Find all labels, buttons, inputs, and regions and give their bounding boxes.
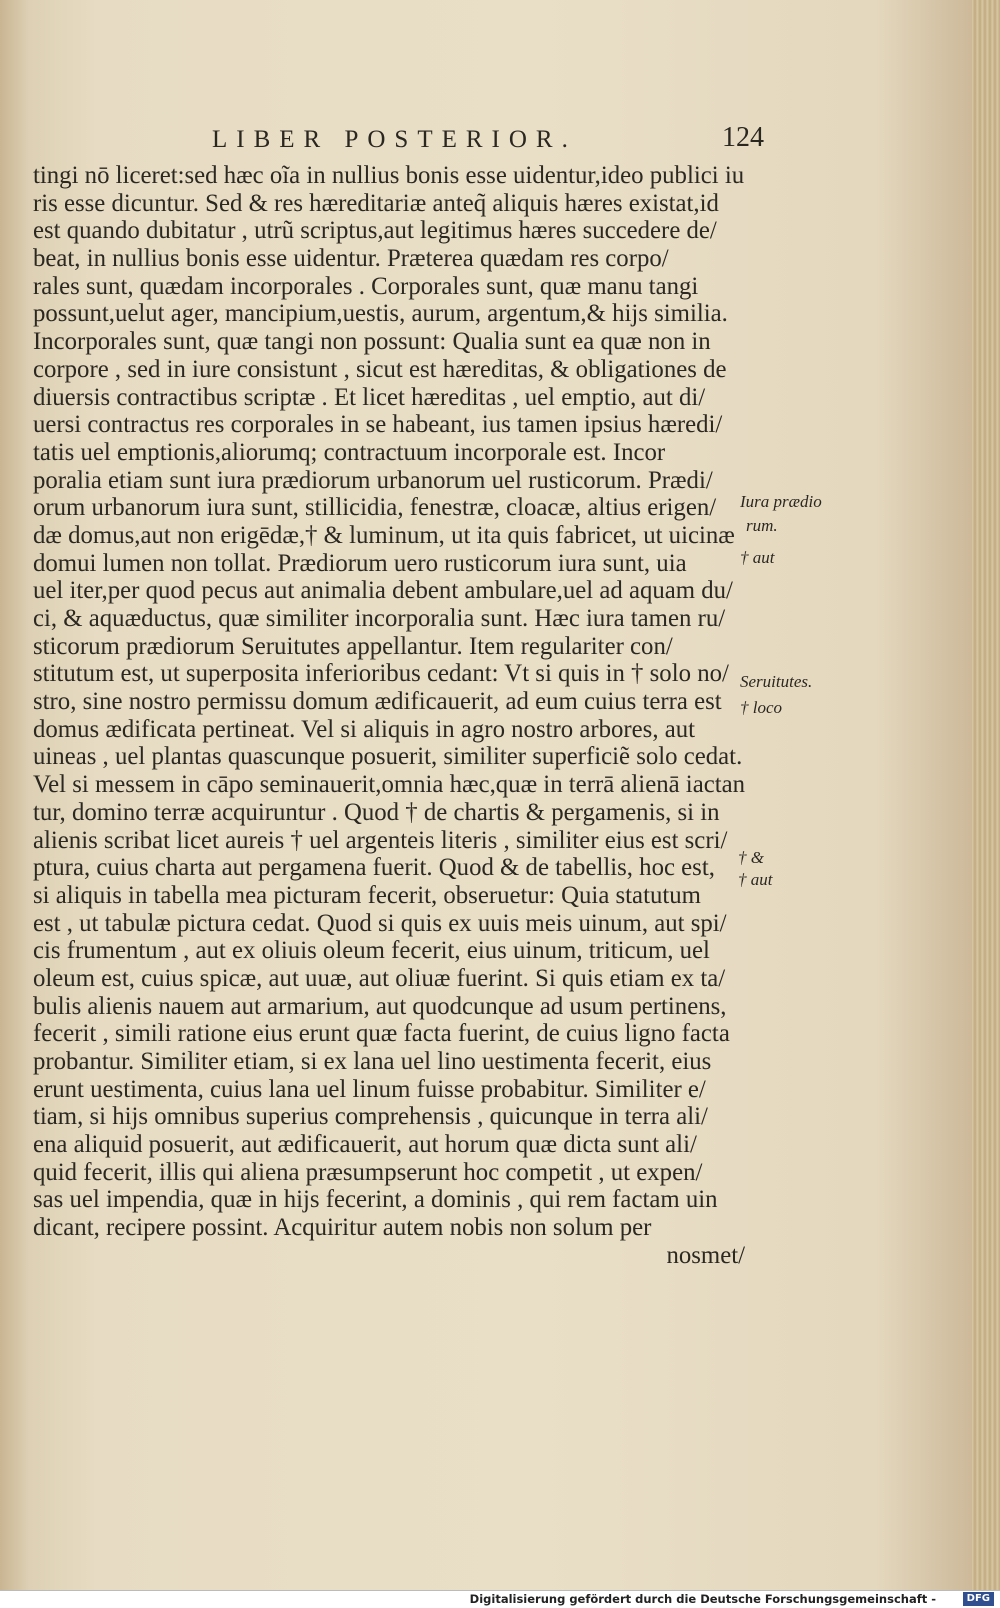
margin-note-taut: † aut [740, 548, 775, 567]
text-line: oleum est, cuius spicæ, aut uuæ, aut oliuæ fuerint. Si quis etiam ex ta/ [33, 964, 726, 992]
text-line: ris esse dicuntur. Sed & res hæreditariæ anteq̃ aliquis hæres existat,id [33, 189, 719, 217]
text-line: sticorum prædiorum Seruitutes appellantur. Item regulariter con/ [33, 632, 673, 660]
text-line: est quando dubitatur , utrũ scriptus,aut legitimus hæres succedere de/ [33, 217, 717, 245]
text-line: tatis uel emptionis,aliorumq; contractuum incorporale est. Incor [33, 438, 666, 466]
page-edge [972, 0, 1000, 1590]
text-line: alienis scribat licet aureis † uel argenteis literis , similiter eius est scri/ [33, 826, 728, 854]
folio-number: 124 [722, 122, 764, 153]
text-line: bulis alienis nauem aut armarium, aut quodcunque ad usum pertinens, [33, 992, 727, 1020]
footer-credit: Digitalisierung gefördert durch die Deutsche Forschungsgemeinschaft - [469, 1592, 936, 1606]
text-line: poralia etiam sunt iura prædiorum urbanorum uel rusticorum. Prædi/ [33, 466, 713, 494]
margin-note-aut: † aut [738, 870, 773, 889]
text-line: ptura, cuius charta aut pergamena fuerit. Quod & de tabellis, hoc est, [33, 854, 715, 882]
text-line: beat, in nullius bonis esse uidentur. Præterea quædam res corpo/ [33, 245, 669, 273]
margin-note-et: † & [738, 848, 764, 867]
text-line: uel iter,per quod pecus aut animalia debent ambulare,uel ad aquam du/ [33, 577, 733, 605]
text-line: quid fecerit, illis qui aliena præsumpserunt hoc competit , ut expen/ [33, 1158, 703, 1186]
text-line: erunt uestimenta, cuius lana uel linum fuisse probabitur. Similiter e/ [33, 1075, 706, 1103]
text-line: rales sunt, quædam incorporales . Corporales sunt, quæ manu tangi [33, 272, 699, 300]
running-header [0, 122, 972, 156]
text-line: stro, sine nostro permissu domum ædificauerit, ad eum cuius terra est [33, 688, 722, 716]
text-line: fecerit , simili ratione eius erunt quæ facta fuerint, de cuius ligno facta [33, 1020, 730, 1048]
text-line: probantur. Similiter etiam, si ex lana uel lino uestimenta fecerit, eius [33, 1048, 712, 1075]
text-line: stitutum est, ut superposita inferioribus cedant: Vt si quis in † solo no/ [33, 660, 729, 688]
main-text-block [33, 162, 745, 1270]
margin-note-seruitutes: Seruitutes. [740, 672, 813, 691]
text-line: tingi nō liceret:sed hæc oĩa in nullius bonis esse uidentur,ideo publici iu [33, 162, 745, 189]
text-line: corpore , sed in iure consistunt , sicut est hæreditas, & obligationes de [33, 355, 727, 383]
text-line: uersi contractus res corporales in se habeant, ius tamen ipsius hæredi/ [33, 411, 723, 439]
margin-note-loco: † loco [740, 698, 783, 717]
text-line: est , ut tabulæ pictura cedat. Quod si quis ex uuis meis uinum, aut spi/ [33, 909, 727, 937]
text-line: ena aliquid posuerit, aut ædificauerit, aut horum quæ dicta sunt ali/ [33, 1131, 697, 1159]
text-line: Incorporales sunt, quæ tangi non possunt: Qualia sunt ea quæ non in [33, 328, 711, 356]
margin-note-rum: rum. [746, 516, 778, 535]
text-line: ci, & aquæductus, quæ similiter incorporalia sunt. Hæc iura tamen ru/ [33, 605, 726, 632]
text-line: sas uel impendia, quæ in hijs fecerint, a dominis , qui rem factam uin [33, 1186, 718, 1214]
text-line: uineas , uel plantas quascunque posuerit, similiter superficiẽ solo cedat. [33, 743, 743, 771]
text-line: dicant, recipere possint. Acquiritur autem nobis non solum per [33, 1214, 652, 1242]
dfg-logo: DFG [963, 1592, 994, 1606]
running-title: LIBER POSTERIOR. [212, 126, 577, 153]
text-line: possunt,uelut ager, mancipium,uestis, aurum, argentum,& hijs similia. [33, 300, 728, 328]
text-line: dæ domus,aut non erigēdæ,† & luminum, ut ita quis fabricet, ut uicinæ [33, 521, 735, 549]
text-line: cis frumentum , aut ex oliuis oleum fecerit, eius uinum, triticum, uel [33, 937, 710, 965]
footer-bar [0, 1590, 1000, 1608]
text-line: domui lumen non tollat. Prædiorum uero rusticorum iura sunt, uia [33, 549, 687, 577]
margin-note-iura: Iura prædio [740, 492, 822, 511]
text-line: orum urbanorum iura sunt, stillicidia, fenestræ, cloacæ, altius erigen/ [33, 494, 717, 522]
text-line: diuersis contractibus scriptæ . Et licet hæreditas , uel emptio, aut di/ [33, 383, 706, 411]
catchword: nosmet/ [666, 1241, 745, 1269]
text-line: tur, domino terræ acquiruntur . Quod † de chartis & pergamenis, si in [33, 798, 720, 826]
text-line: domus ædificata pertineat. Vel si aliquis in agro nostro arbores, aut [33, 715, 696, 743]
text-line: si aliquis in tabella mea picturam fecerit, obseruetur: Quia statutum [33, 881, 701, 909]
text-line: Vel si messem in cāpo seminauerit,omnia hæc,quæ in terrā alienā iactan [33, 771, 745, 799]
text-line: tiam, si hijs omnibus superius comprehensis , quicunque in terra ali/ [33, 1103, 708, 1131]
